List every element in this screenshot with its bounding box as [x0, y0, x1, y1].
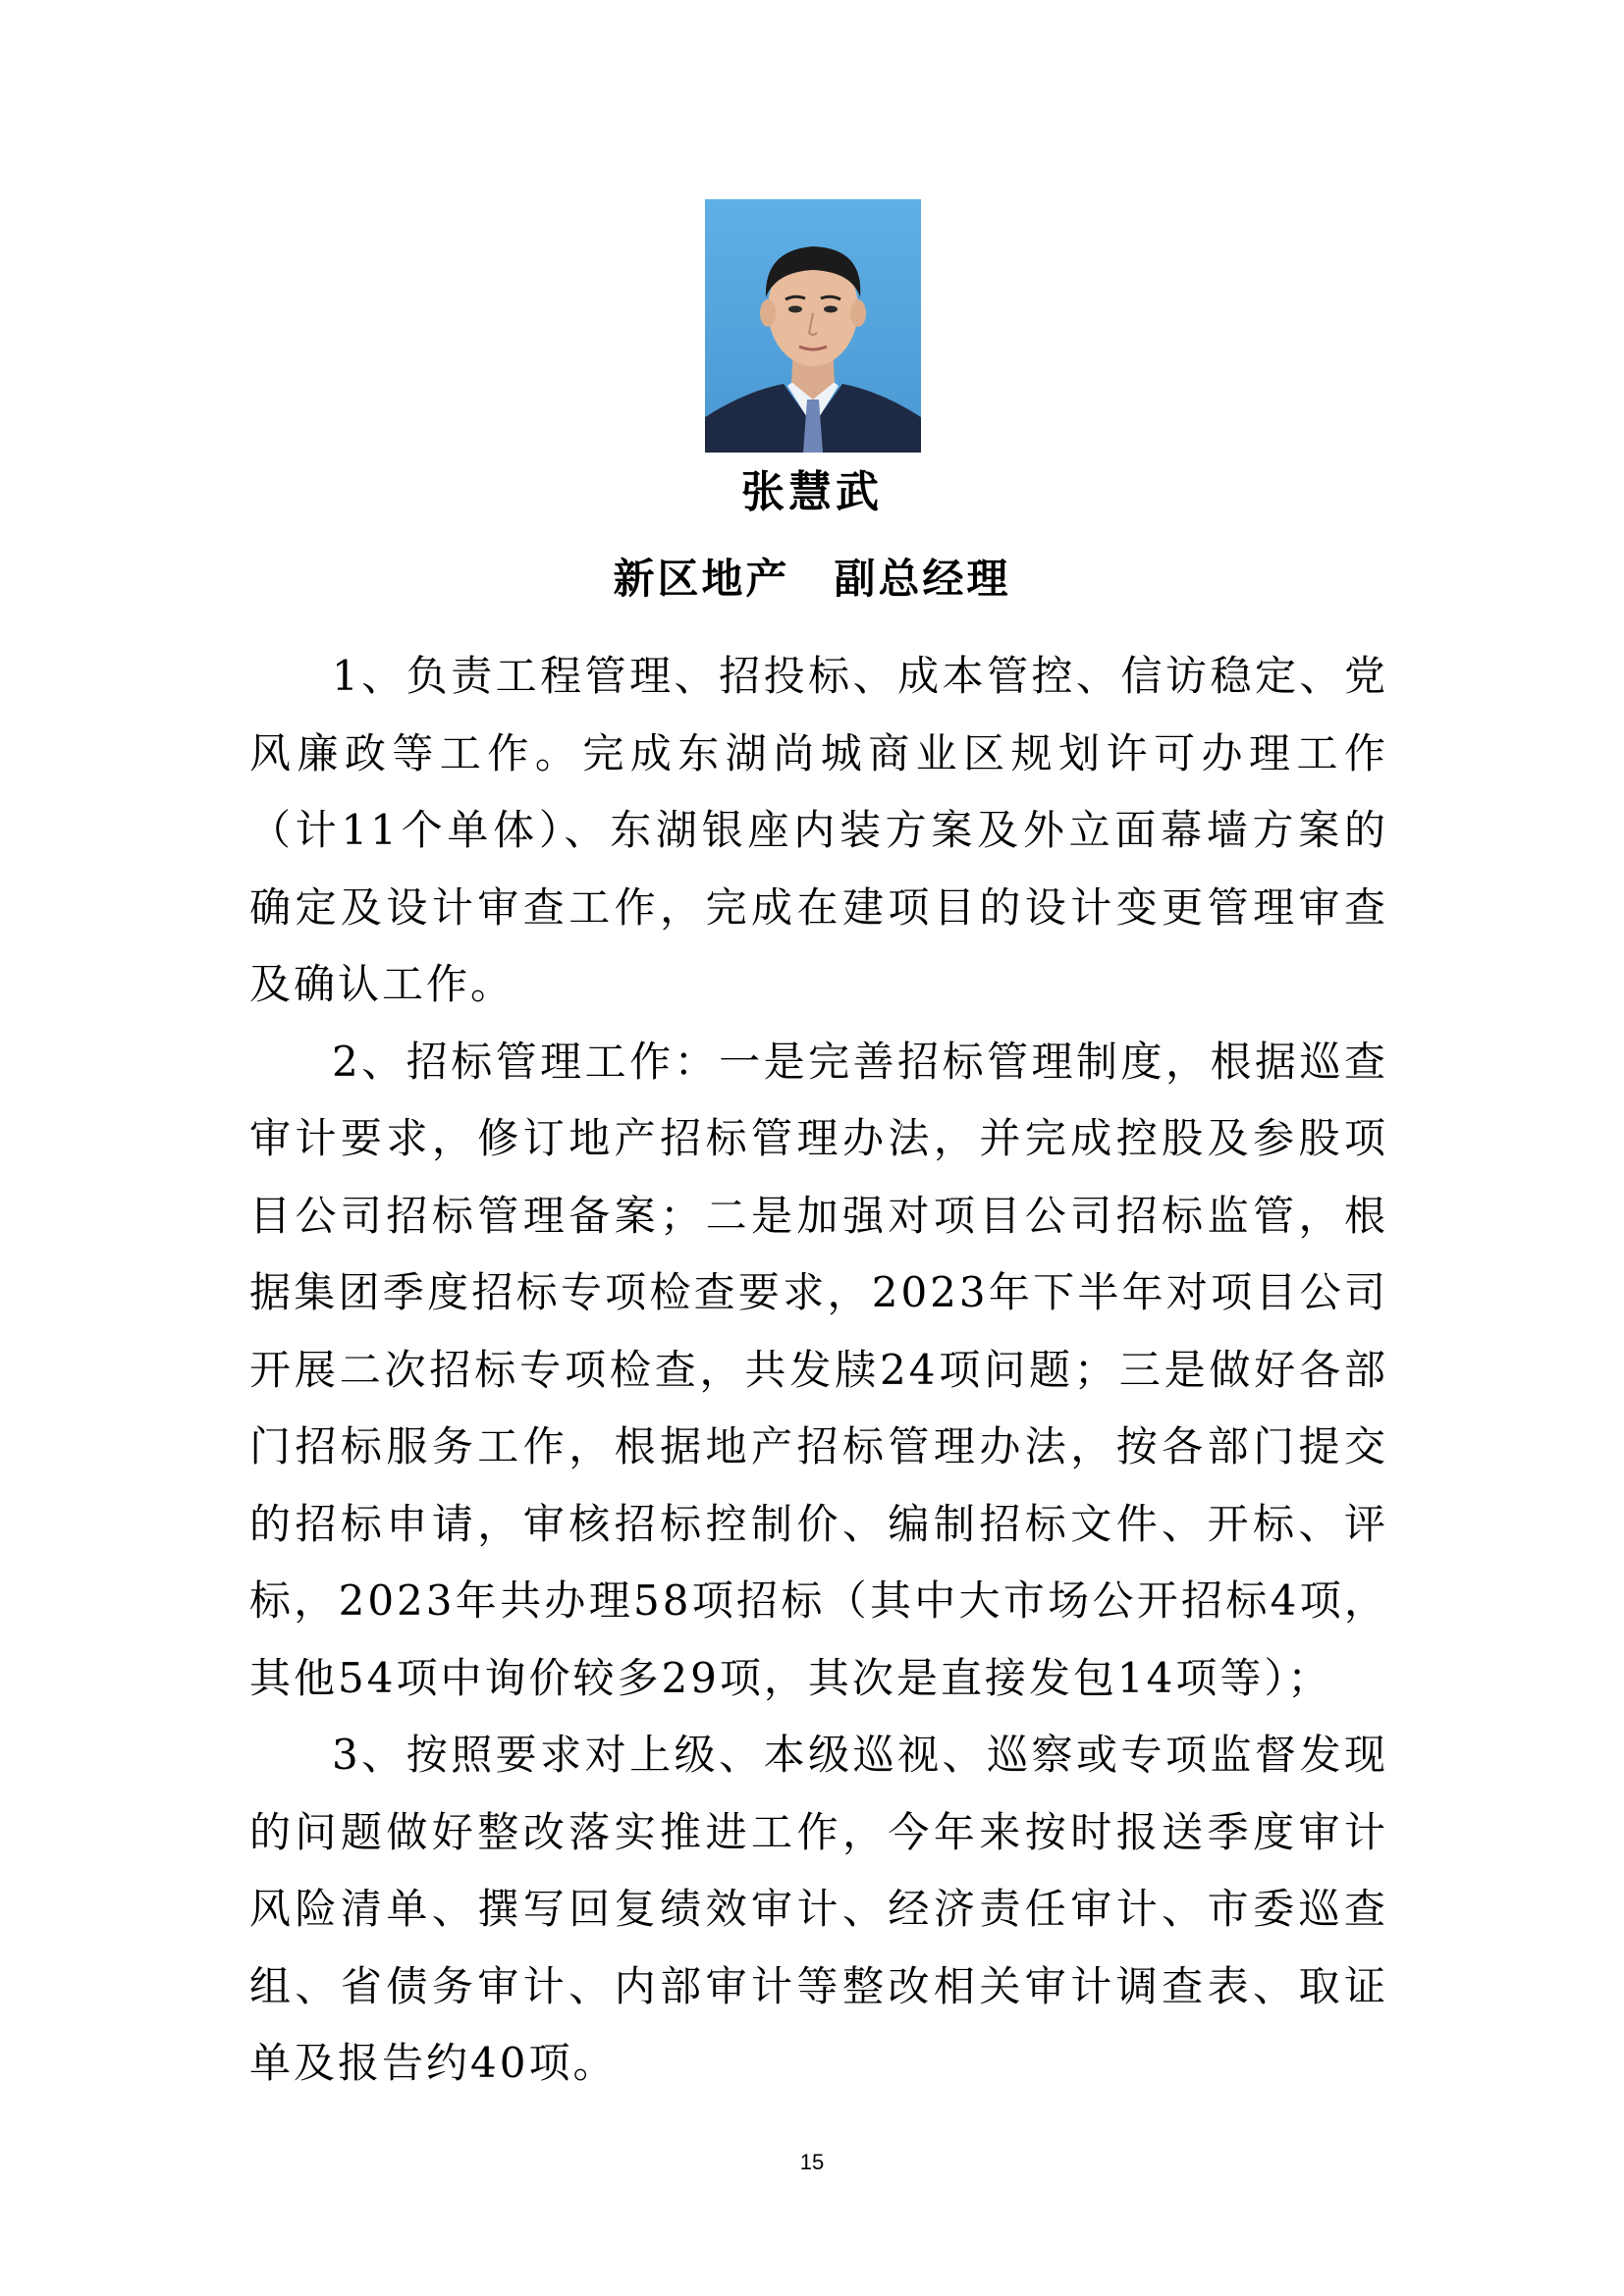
page-number: 15 — [799, 2150, 825, 2174]
portrait-photo — [705, 199, 921, 453]
person-title: 新区地产 副总经理 — [613, 555, 1011, 603]
paragraph-2: 2、招标管理工作：一是完善招标管理制度，根据巡查审计要求，修订地产招标管理办法，并完成控股及参股项目公司招标管理备案；二是加强对项目公司招标监管，根据集团季度招标专项检查要求，2023年下半年对项目公司开展二次招标专项检查，共发牍24项问题；三是做好各部门招标服务工作，根据地产招标管理办法，按各部门提交的招标申请，审核招标控制价、编制招标文件、开标、评标，2023年共办理58项招标（其中大市场公开招标4项，其他54项中询价较多29项，其次是直接发包14项等）； — [249, 1037, 1388, 1702]
person-name: 张慧武 — [741, 467, 883, 517]
paragraph-3: 3、按照要求对上级、本级巡视、巡察或专项监督发现的问题做好整改落实推进工作，今年来按时报送季度审计风险清单、撰写回复绩效审计、经济责任审计、市委巡查组、省债务审计、内部审计等整改相关审计调查表、取证单及报告约40项。 — [249, 1731, 1388, 2087]
paragraph-1: 1、负责工程管理、招投标、成本管控、信访稳定、党风廉政等工作。完成东湖尚城商业区规划许可办理工作（计11个单体）、东湖银座内装方案及外立面幕墙方案的确定及设计审查工作，完成在建项目的设计变更管理审查及确认工作。 — [249, 652, 1388, 1008]
document-body — [249, 638, 1388, 2103]
